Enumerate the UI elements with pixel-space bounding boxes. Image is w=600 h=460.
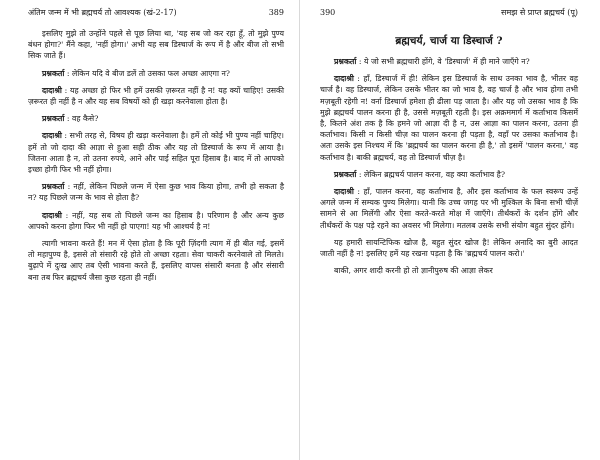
speaker-label: प्रश्नकर्ता <box>42 68 65 78</box>
right-running-head <box>320 8 578 18</box>
paragraph-text: : लेकिन यदि वे बीज डलें तो उसका फल अच्छा आएगा न? <box>66 68 230 78</box>
paragraph <box>320 73 578 163</box>
speaker-label: दादाश्री <box>334 74 354 84</box>
speaker-label: दादाश्री <box>42 210 62 220</box>
speaker-label: प्रश्नकर्ता <box>334 57 357 66</box>
paragraph-text: : यह अच्छा हो फिर भी हमें उसकी ज़रूरत नहीं है न! यह क्यों चाहिए! उसकी ज़रूरत ही नहीं है न और यह सब विषयों को ही खड़ा करनेवाला होता है। <box>28 85 284 107</box>
left-header-title: अंतिम जन्म में भी ब्रह्मचर्य तो आवश्यक (खं-2-17) <box>28 8 177 17</box>
paragraph <box>28 238 284 283</box>
paragraph-text: : नहीं, यह सब तो पिछले जन्म का हिसाब है। परिणाम है और अन्य कुछ आपको करना होगा फिर भी नहीं हो पाएगा! यह भी आश्चर्य है न! <box>28 210 284 231</box>
paragraph <box>28 210 284 232</box>
paragraph-text: : ये जो सभी ब्रह्मचारी होंगे, वे 'डिस्चार्ज' में ही माने जाएँगे न? <box>358 57 530 66</box>
paragraph-text: : सभी तरह से, विषय ही खड़ा करनेवाला है। हमें तो कोई भी पुण्य नहीं चाहिए। हमें तो जो दादा की आज्ञा से हुआ सही ठीक और यह तो डिस्चार्ज के रूप में आया है। जितना आता है न, तो उतना रुपये, आने और पाई सहित पूरा हिसाब है। बाद में तो आपको इच्छा होगी फिर भी नहीं होगा। <box>28 131 284 175</box>
paragraph <box>320 237 578 259</box>
left-page-content <box>28 28 284 289</box>
paragraph-text: त्यागी भावना करते हैं! मन में ऐसा होता है कि पूरी ज़िंदगी त्याग में ही बीत गई, इसमें तो महापुण्य है, इससे तो संसारी रहे होते तो अच्छा रहता। सेवा चाकरी करनेवाले तो मिलते। बुढ़ापे में दुःख आए तब ऐसी भावना करते हैं, इसलिए वापस संसारी बनता है और संसारी बना तब फिर ब्रह्मचर्य जैसा कुछ रहता ही नहीं। <box>28 239 284 282</box>
paragraph <box>28 130 284 175</box>
speaker-label: दादाश्री <box>42 131 62 141</box>
paragraph <box>28 68 284 79</box>
speaker-label: दादाश्री <box>334 187 354 197</box>
paragraph-text: इसलिए मुझे तो उन्होंने पहले से पूछ लिया था, 'यह सब जो कर रहा हूँ, तो मुझे पुण्य बंधन होगा?' मैंने कहा, 'नहीं होगा।' अभी यह सब डिस्चार्ज के रूप में है और बीज तो सभी सिक जाते हैं। <box>28 29 284 61</box>
paragraph <box>28 113 284 124</box>
paragraph <box>320 265 578 276</box>
paragraph <box>320 56 578 67</box>
chapter-title: ब्रह्मचर्य, चार्ज या डिस्चार्ज ? <box>395 35 503 47</box>
paragraph-text: : नहीं, लेकिन पिछले जन्म में ऐसा कुछ भाव किया होगा, तभी हो सकता है न? यह पिछले जन्म के भाव से होता है? <box>28 182 285 203</box>
paragraph <box>320 186 578 231</box>
speaker-label: प्रश्नकर्ता <box>42 114 65 124</box>
right-page <box>300 0 600 460</box>
right-page-number: 390 <box>320 8 336 17</box>
right-header-title: समझ से प्राप्त ब्रह्मचर्य (पू) <box>501 8 578 17</box>
paragraph <box>28 28 284 62</box>
paragraph <box>28 181 284 203</box>
paragraph-text: यह हमारी सायन्टिफिक खोज है, बहुत सुंदर खोज है! लेकिन अनादि का बुरी आदत जाती नहीं है न! इसलिए हमें यह रखना पड़ता है कि 'ब्रह्मचर्य पालन करो।' <box>320 237 578 259</box>
speaker-label: प्रश्नकर्ता <box>42 182 65 192</box>
right-page-content <box>320 28 578 282</box>
paragraph-text: बाकी, अगर शादी करनी हो तो ज्ञानीपुरुष की आज्ञा लेकर <box>334 266 493 276</box>
paragraph-text: : हाँ, पालन करना, वह कर्ताभाव है, और इस कर्ताभाव के फल स्वरूप उन्हें अगले जन्म में सम्यक पुण्य मिलेगा। यानी कि उच्च जगह पर भी मुश्किल के बिना सभी चीज़ें सामने से आ मिलेंगी और ऐसा करते-करते मोक्ष में जाएँगे। तीर्थंकरों के दर्शन होंगे और तीर्थंकरों के पक्ष पड़े रहने का अवसर भी मिलेगा। मतलब उसके सभी संयोग बहुत सुंदर होंगे। <box>320 187 578 230</box>
paragraph-text: : वह कैसे? <box>66 114 99 124</box>
left-page-number: 389 <box>268 8 284 17</box>
paragraph-text: : लेकिन ब्रह्मचर्य पालन करना, वह क्या कर्ताभाव है? <box>358 169 505 179</box>
speaker-label: दादाश्री <box>42 85 62 95</box>
paragraph <box>320 169 578 180</box>
paragraph-text: : हाँ, डिस्चार्ज में ही! लेकिन इस डिस्चार्ज के साथ उनका भाव है, भीतर वह चार्ज है। वह डिस्चार्ज, लेकिन उसके भीतर का जो भाव है, वह चार्ज है और भाव होगा तभी मज़बूती रहेगी न! वर्ना डिस्चार्ज हमेशा ही ढीला पड़ जाता है। और यह जो उसका भाव है कि मुझे ब्रह्मचर्य पालन करना ही है, उससे मज़बूती रहती है। इस अक्रममार्ग में कर्ताभाव किसमें है, कितने अंश तक है कि हमने जो आज्ञा दी है न, उस आज्ञा का पालन करना, उतना ही कर्ताभाव। किसी न किसी चीज़ का पालन करना ही पड़ता है, वहाँ पर उसका कर्ताभाव है। अतः उसके इस निश्चय में कि 'ब्रह्मचर्य का पालन करना ही है,' तो इसमें 'पालन करना,' वह कर्ताभाव है। बाकी ब्रह्मचर्य, वह तो डिस्चार्ज चीज़ है। <box>320 74 578 162</box>
paragraph <box>28 85 284 107</box>
speaker-label: प्रश्नकर्ता <box>334 169 357 179</box>
left-running-head <box>28 8 284 18</box>
